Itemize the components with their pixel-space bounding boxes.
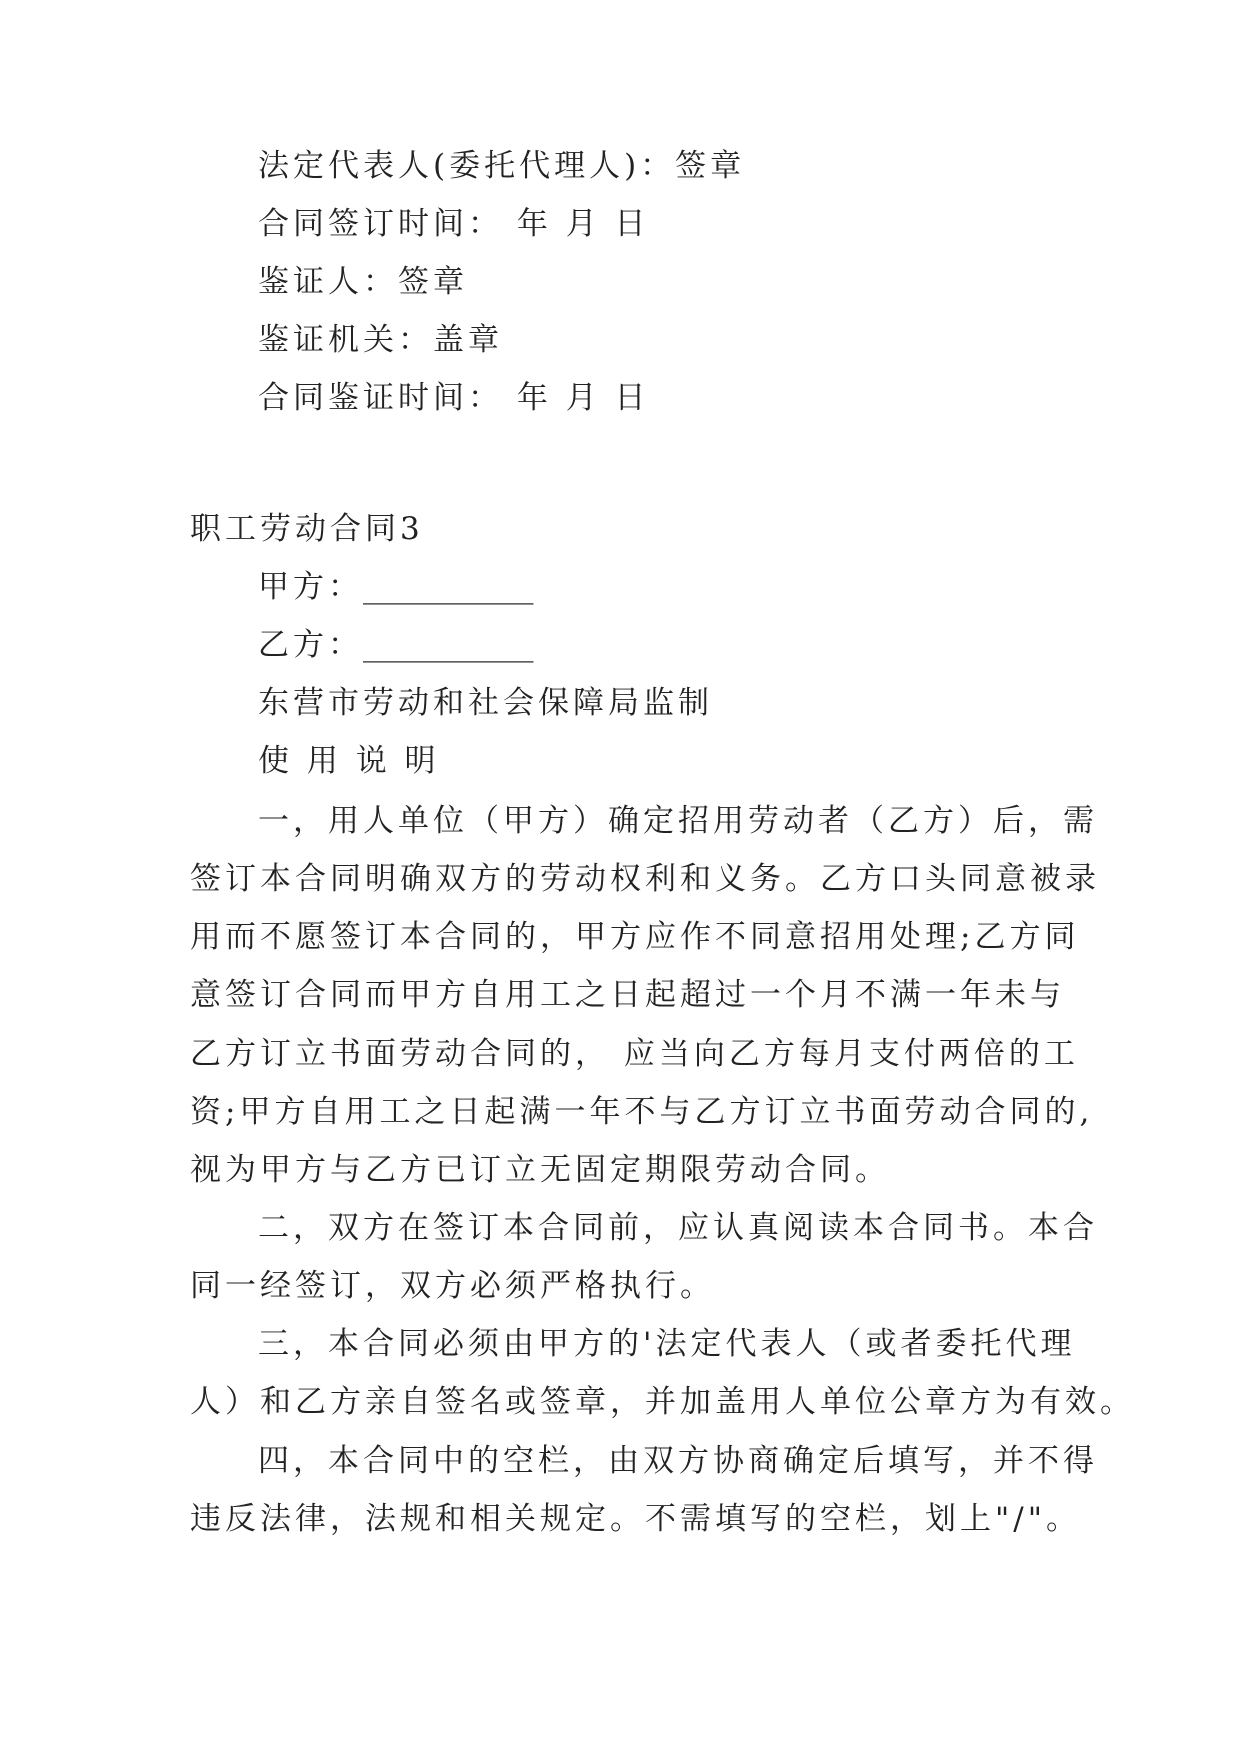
- party-a-label: 甲方：: [258, 569, 363, 605]
- para1-line: 乙方订立书面劳动合同的， 应当向乙方每月支付两倍的工: [190, 1036, 1079, 1072]
- party-b-line: [258, 625, 534, 665]
- para2-line: 同一经签订，双方必须严格执行。: [190, 1268, 715, 1304]
- para2-line: 二，双方在签订本合同前，应认真阅读本合同书。本合: [258, 1210, 1098, 1246]
- para1-line: 用而不愿签订本合同的，甲方应作不同意招用处理;乙方同: [190, 919, 1080, 955]
- witness-date-line: 合同鉴证时间： 年 月 日: [258, 380, 650, 416]
- para4-line: 四，本合同中的空栏，由双方协商确定后填写，并不得: [258, 1443, 1098, 1479]
- party-b-blank: ___________: [363, 627, 534, 663]
- party-b-label: 乙方：: [258, 627, 363, 663]
- para3-line: 人）和乙方亲自签名或签章，并加盖用人单位公章方为有效。: [190, 1384, 1135, 1420]
- supervisor-line: 东营市劳动和社会保障局监制: [258, 685, 713, 721]
- witness-org-line: 鉴证机关：盖章: [258, 322, 503, 358]
- para1-line: 意签订合同而甲方自用工之日起超过一个月不满一年未与: [190, 977, 1065, 1013]
- party-a-blank: ___________: [363, 569, 534, 605]
- para3-line: 三，本合同必须由甲方的'法定代表人（或者委托代理: [258, 1326, 1076, 1362]
- para1-line: 一，用人单位（甲方）确定招用劳动者（乙方）后，需: [258, 803, 1098, 839]
- legal-rep-signature-line: 法定代表人(委托代理人)：签章: [258, 148, 746, 184]
- para1-line: 资;甲方自用工之日起满一年不与乙方订立书面劳动合同的,: [190, 1094, 1094, 1130]
- contract-title: 职工劳动合同3: [190, 511, 424, 547]
- party-a-line: [258, 567, 534, 607]
- para4-line: 违反法律，法规和相关规定。不需填写的空栏，划上"/"。: [190, 1501, 1081, 1537]
- sign-date-line: 合同签订时间： 年 月 日: [258, 206, 650, 242]
- para1-line: 视为甲方与乙方已订立无固定期限劳动合同。: [190, 1152, 890, 1188]
- witness-signature-line: 鉴证人：签章: [258, 264, 468, 300]
- para1-line: 签订本合同明确双方的劳动权利和义务。乙方口头同意被录: [190, 861, 1100, 897]
- usage-heading: 使 用 说 明: [258, 743, 440, 779]
